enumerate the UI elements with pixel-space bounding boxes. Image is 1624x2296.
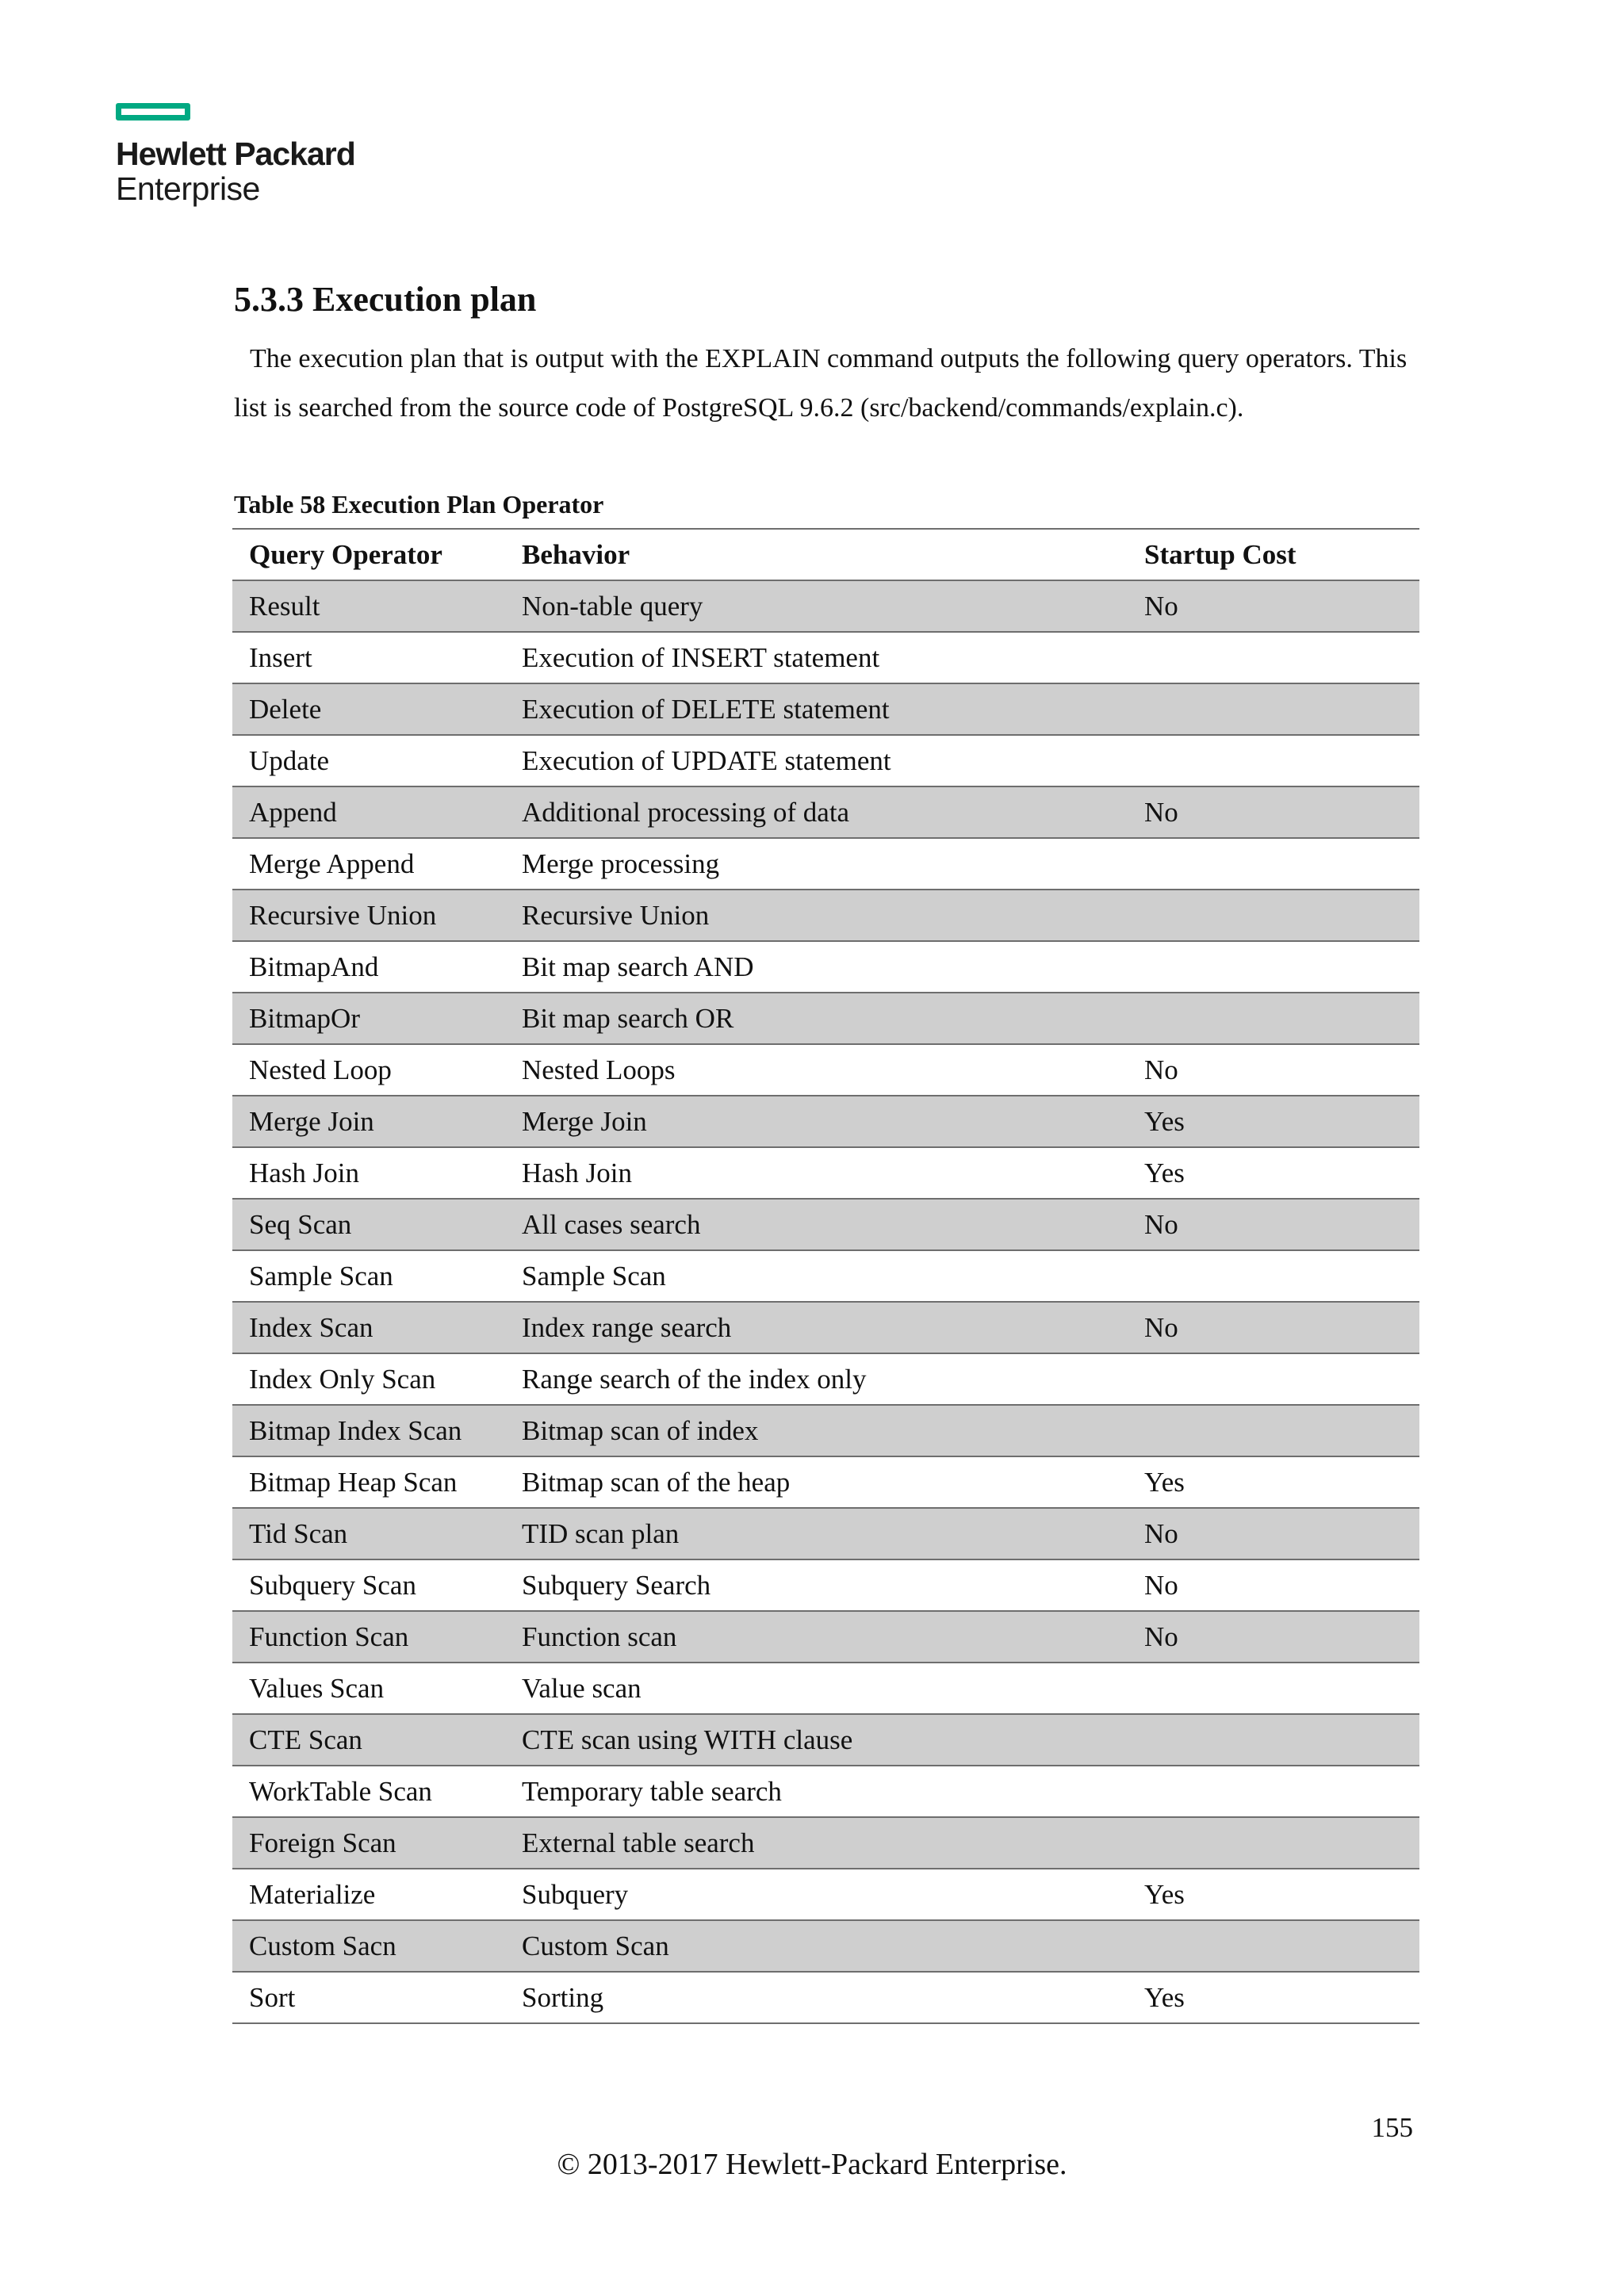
cell-behavior: Sorting (505, 1972, 1128, 2023)
table-row (232, 1766, 1419, 1817)
table-row (232, 735, 1419, 786)
execution-plan-operator-table (232, 528, 1419, 2024)
cell-startup-cost (1128, 632, 1419, 683)
cell-query-operator: Nested Loop (232, 1044, 505, 1096)
cell-query-operator: CTE Scan (232, 1714, 505, 1766)
table-row (232, 1663, 1419, 1714)
table-row (232, 632, 1419, 683)
cell-behavior: Custom Scan (505, 1920, 1128, 1972)
cell-startup-cost (1128, 683, 1419, 735)
table-row (232, 1508, 1419, 1559)
cell-behavior: Range search of the index only (505, 1353, 1128, 1405)
cell-behavior: All cases search (505, 1199, 1128, 1250)
table-row (232, 1147, 1419, 1199)
cell-behavior: Subquery Search (505, 1559, 1128, 1611)
table-row (232, 1250, 1419, 1302)
logo-text-line1: Hewlett Packard (116, 136, 355, 172)
cell-startup-cost: Yes (1128, 1096, 1419, 1147)
cell-query-operator: BitmapOr (232, 993, 505, 1044)
cell-query-operator: Sample Scan (232, 1250, 505, 1302)
cell-behavior: Additional processing of data (505, 786, 1128, 838)
cell-startup-cost (1128, 1663, 1419, 1714)
table-row (232, 1559, 1419, 1611)
cell-query-operator: Result (232, 580, 505, 632)
logo-text-line2: Enterprise (116, 170, 260, 207)
table-row (232, 1972, 1419, 2023)
table-row (232, 1302, 1419, 1353)
table-row (232, 1920, 1419, 1972)
table-row (232, 993, 1419, 1044)
cell-behavior: TID scan plan (505, 1508, 1128, 1559)
table-caption: Table 58 Execution Plan Operator (234, 490, 604, 519)
cell-query-operator: Hash Join (232, 1147, 505, 1199)
cell-query-operator: Delete (232, 683, 505, 735)
table-row (232, 1044, 1419, 1096)
cell-behavior: Hash Join (505, 1147, 1128, 1199)
cell-query-operator: Bitmap Heap Scan (232, 1456, 505, 1508)
cell-behavior: Bit map search OR (505, 993, 1128, 1044)
cell-startup-cost (1128, 941, 1419, 993)
cell-query-operator: WorkTable Scan (232, 1766, 505, 1817)
cell-query-operator: Merge Join (232, 1096, 505, 1147)
header-behavior: Behavior (505, 529, 1128, 580)
cell-query-operator: Insert (232, 632, 505, 683)
cell-query-operator: Sort (232, 1972, 505, 2023)
cell-startup-cost: No (1128, 580, 1419, 632)
cell-query-operator: Materialize (232, 1869, 505, 1920)
section-title: 5.3.3 Execution plan (234, 280, 537, 319)
cell-behavior: Execution of INSERT statement (505, 632, 1128, 683)
cell-query-operator: Foreign Scan (232, 1817, 505, 1869)
table-row (232, 1817, 1419, 1869)
cell-startup-cost (1128, 838, 1419, 890)
cell-behavior: Value scan (505, 1663, 1128, 1714)
table-row (232, 1714, 1419, 1766)
cell-startup-cost (1128, 993, 1419, 1044)
cell-startup-cost: Yes (1128, 1456, 1419, 1508)
cell-behavior: Sample Scan (505, 1250, 1128, 1302)
table-row (232, 890, 1419, 941)
cell-startup-cost (1128, 735, 1419, 786)
header-startup-cost: Startup Cost (1128, 529, 1419, 580)
table-row (232, 1405, 1419, 1456)
cell-startup-cost (1128, 1920, 1419, 1972)
cell-startup-cost (1128, 1353, 1419, 1405)
table-row (232, 1353, 1419, 1405)
table-row (232, 683, 1419, 735)
cell-query-operator: Recursive Union (232, 890, 505, 941)
table-row (232, 1611, 1419, 1663)
cell-startup-cost (1128, 1817, 1419, 1869)
table-body (232, 580, 1419, 2023)
cell-behavior: Recursive Union (505, 890, 1128, 941)
cell-behavior: External table search (505, 1817, 1128, 1869)
cell-behavior: Merge Join (505, 1096, 1128, 1147)
cell-behavior: CTE scan using WITH clause (505, 1714, 1128, 1766)
cell-query-operator: Custom Sacn (232, 1920, 505, 1972)
cell-startup-cost: No (1128, 786, 1419, 838)
table-row (232, 786, 1419, 838)
cell-startup-cost: No (1128, 1611, 1419, 1663)
cell-behavior: Temporary table search (505, 1766, 1128, 1817)
cell-startup-cost: No (1128, 1508, 1419, 1559)
cell-query-operator: Subquery Scan (232, 1559, 505, 1611)
table-row (232, 1199, 1419, 1250)
cell-startup-cost: Yes (1128, 1869, 1419, 1920)
cell-query-operator: Append (232, 786, 505, 838)
copyright-notice: © 2013-2017 Hewlett-Packard Enterprise. (557, 2148, 1067, 2181)
cell-startup-cost: Yes (1128, 1972, 1419, 2023)
cell-startup-cost (1128, 1405, 1419, 1456)
table-row (232, 1456, 1419, 1508)
cell-behavior: Index range search (505, 1302, 1128, 1353)
cell-behavior: Merge processing (505, 838, 1128, 890)
cell-behavior: Non-table query (505, 580, 1128, 632)
cell-query-operator: Index Scan (232, 1302, 505, 1353)
cell-startup-cost: No (1128, 1199, 1419, 1250)
cell-behavior: Execution of DELETE statement (505, 683, 1128, 735)
company-logo (116, 103, 355, 206)
cell-behavior: Execution of UPDATE statement (505, 735, 1128, 786)
cell-query-operator: Seq Scan (232, 1199, 505, 1250)
cell-behavior: Bitmap scan of index (505, 1405, 1128, 1456)
cell-startup-cost (1128, 1714, 1419, 1766)
cell-startup-cost: Yes (1128, 1147, 1419, 1199)
cell-behavior: Bit map search AND (505, 941, 1128, 993)
cell-startup-cost: No (1128, 1302, 1419, 1353)
cell-query-operator: Merge Append (232, 838, 505, 890)
header-query-operator: Query Operator (232, 529, 505, 580)
cell-startup-cost (1128, 890, 1419, 941)
cell-query-operator: BitmapAnd (232, 941, 505, 993)
table-row (232, 941, 1419, 993)
cell-startup-cost (1128, 1250, 1419, 1302)
cell-query-operator: Tid Scan (232, 1508, 505, 1559)
intro-paragraph: The execution plan that is output with the EXPLAIN command outputs the following query operators. This list is searched from the source code of PostgreSQL 9.6.2 (src/backend/commands/explain.c). (234, 344, 1408, 423)
cell-startup-cost: No (1128, 1559, 1419, 1611)
cell-startup-cost (1128, 1766, 1419, 1817)
cell-behavior: Function scan (505, 1611, 1128, 1663)
logo-mark (116, 103, 190, 121)
table-row (232, 1096, 1419, 1147)
cell-query-operator: Bitmap Index Scan (232, 1405, 505, 1456)
table-row (232, 1869, 1419, 1920)
cell-startup-cost: No (1128, 1044, 1419, 1096)
page-number: 155 (1371, 2112, 1413, 2143)
table-header-row (232, 529, 1419, 580)
table-row (232, 838, 1419, 890)
cell-query-operator: Values Scan (232, 1663, 505, 1714)
cell-query-operator: Function Scan (232, 1611, 505, 1663)
cell-query-operator: Update (232, 735, 505, 786)
cell-query-operator: Index Only Scan (232, 1353, 505, 1405)
table-row (232, 580, 1419, 632)
cell-behavior: Subquery (505, 1869, 1128, 1920)
cell-behavior: Bitmap scan of the heap (505, 1456, 1128, 1508)
cell-behavior: Nested Loops (505, 1044, 1128, 1096)
